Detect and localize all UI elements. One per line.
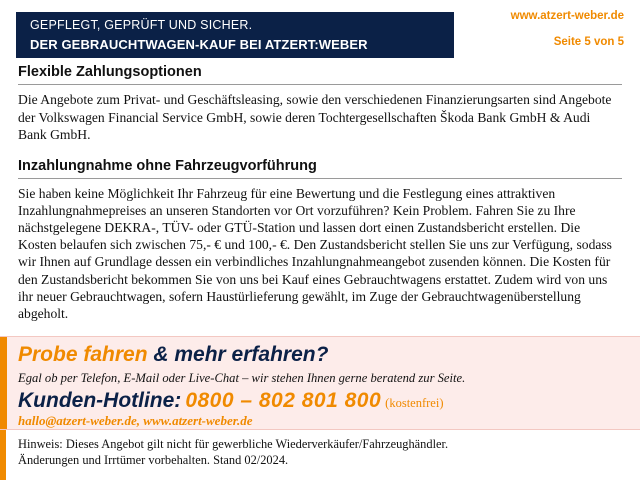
cta-hotline-label: Kunden-Hotline:	[18, 389, 182, 412]
header-line-2: DER GEBRAUCHTWAGEN-KAUF BEI ATZERT:WEBER	[30, 37, 368, 52]
main-content	[0, 64, 640, 322]
section-title-tradein: Inzahlungnahme ohne Fahrzeugvorführung	[18, 157, 317, 174]
header-line-1: GEPFLEGT, GEPRÜFT UND SICHER.	[30, 18, 253, 32]
left-edge-bar-bottom	[0, 428, 6, 480]
section-body-payment: Die Angebote zum Privat- und Geschäftsleasing, sowie den verschiedenen Finanzierungsarten sind Angebote der Volkswagen Financial Service GmbH, sowie deren Tochtergesellschaften Škoda Bank GmbH & Audi Bank GmbH.	[18, 92, 612, 142]
page-number-label: Seite 5 von 5	[553, 36, 624, 48]
section-title-payment: Flexible Zahlungsoptionen	[18, 64, 202, 80]
header-website-url[interactable]: www.atzert-weber.de	[510, 10, 624, 22]
cta-headline-orange: Probe fahren	[18, 343, 148, 366]
header-banner	[16, 12, 454, 58]
section-divider-payment	[18, 84, 622, 85]
cta-subline: Egal ob per Telefon, E-Mail oder Live-Chat – wir stehen Ihnen gerne beratend zur Seite.	[18, 371, 466, 385]
cta-headline	[18, 343, 328, 367]
legal-footnote-line-1: Hinweis: Dieses Angebot gilt nicht für gewerbliche Wiederverkäufer/Fahrzeughändler.	[18, 437, 449, 451]
page-header	[0, 0, 640, 64]
cta-headline-dark: & mehr erfahren?	[153, 343, 329, 366]
cta-hotline	[18, 389, 443, 413]
cta-block	[0, 336, 640, 430]
legal-footnote	[18, 436, 618, 468]
section-body-tradein: Sie haben keine Möglichkeit Ihr Fahrzeug für eine Bewertung und die Festlegung eines attraktiven Inzahlungnahmepreises an unseren Standorten vor Ort vorzuführen? Kein Problem. Fahren Sie zu Ihre nächstgelegene DEKRA-, TÜV- oder GTÜ-Station und lassen dort einen Zustandsbericht erstellen. Die Kosten belaufen sich zwischen 75,- € und 100,- €. Den Zustandsbericht stellen Sie uns zur Verfügung, sodass wir Ihnen auf Grundlage dessen ein verbindliches Inzahlungnahmeangebot zusenden können. Die Kosten für den Zustandsbericht bekommen Sie von uns bei Kauf eines Gebrauchtwagens erstattet. Zudem wird von uns ihr neuer Gebrauchtwagen, sofern Haustürlieferung gewählt, im Zuge der Gebrauchtwagenüberstellung abgeholt.	[18, 185, 612, 321]
cta-contact-line[interactable]: hallo@atzert-weber.de, www.atzert-weber.de	[18, 413, 253, 428]
cta-accent-stripe	[0, 337, 7, 429]
cta-hotline-free-note: (kostenfrei)	[385, 396, 444, 410]
section-divider-tradein	[18, 178, 622, 179]
legal-footnote-line-2: Änderungen und Irrtümer vorbehalten. Stand 02/2024.	[18, 453, 289, 467]
cta-hotline-number[interactable]: 0800 – 802 801 800	[185, 389, 382, 412]
